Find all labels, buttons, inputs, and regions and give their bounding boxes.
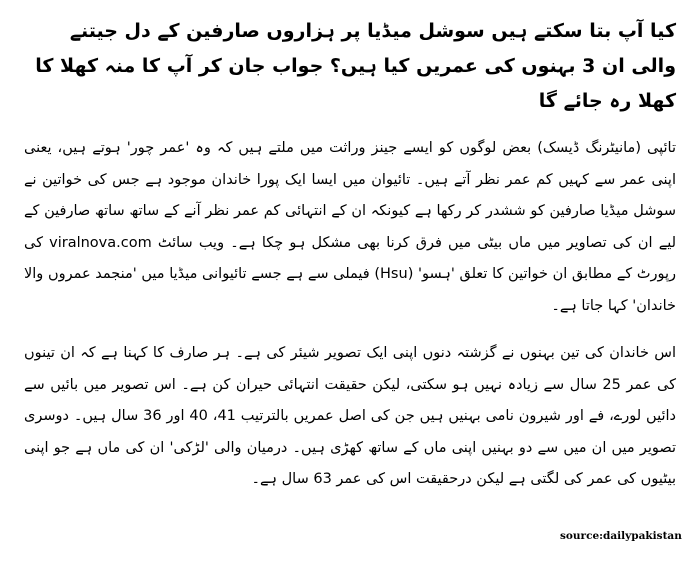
article (24, 14, 676, 512)
article-headline: کیا آپ بتا سکتے ہیں سوشل میڈیا پر ہزاروں صارفین کے دل جیتنے والی ان 3 بہنوں کی عمریں کیا ہیں؟ جواب جان کر آپ کا منہ کھلا کا کھلا رہ جائے گا (35, 20, 676, 112)
article-paragraph-1: تائپی (مانیٹرنگ ڈیسک) بعض لوگوں کو ایسے جینز وراثت میں ملتے ہیں کہ وہ 'عمر چور' ہوتے ہیں، یعنی اپنی عمر سے کہیں کم عمر نظر آتے ہیں۔ تائیوان میں ایسا ایک پورا خاندان موجود ہے جس کی خواتین نے سوشل میڈیا صارفین کو ششدر کر رکھا ہے کیونکہ ان کے انتہائی کم عمر نظر آنے کے ساتھ ساتھ صارفین کے لیے ان کی تصاویر میں ماں بیٹی میں فرق کرنا بھی مشکل ہو چکا ہے۔ ویب سائٹ viralnova.com کی رپورٹ کے مطابق ان خواتین کا تعلق 'ہسو' (Hsu) فیملی سے ہے جسے تائیوانی میڈیا میں 'منجمد عمروں والا خاندان' کہا جاتا ہے۔ (24, 140, 676, 314)
source-credit: source:dailypakistan (560, 530, 682, 542)
article-paragraph-2: اس خاندان کی تین بہنوں نے گزشتہ دنوں اپنی ایک تصویر شیئر کی ہے۔ ہر صارف کا کہنا ہے کہ ان تینوں کی عمر 25 سال سے زیادہ نہیں ہو سکتی، لیکن حقیقت انتہائی حیران کن ہے۔ اس تصویر میں بائیں سے دائیں لورے، فے اور شیرون نامی بہنیں ہیں جن کی اصل عمریں بالترتیب 41، 40 اور 36 سال ہیں۔ دوسری تصویر میں ان میں سے دو بہنیں اپنی ماں کے ساتھ کھڑی ہیں۔ درمیان والی 'لڑکی' ان کی ماں ہے جو اپنی بیٹیوں کی عمر کی لگتی ہے لیکن درحقیقت اس کی عمر 63 سال ہے۔ (24, 345, 676, 487)
